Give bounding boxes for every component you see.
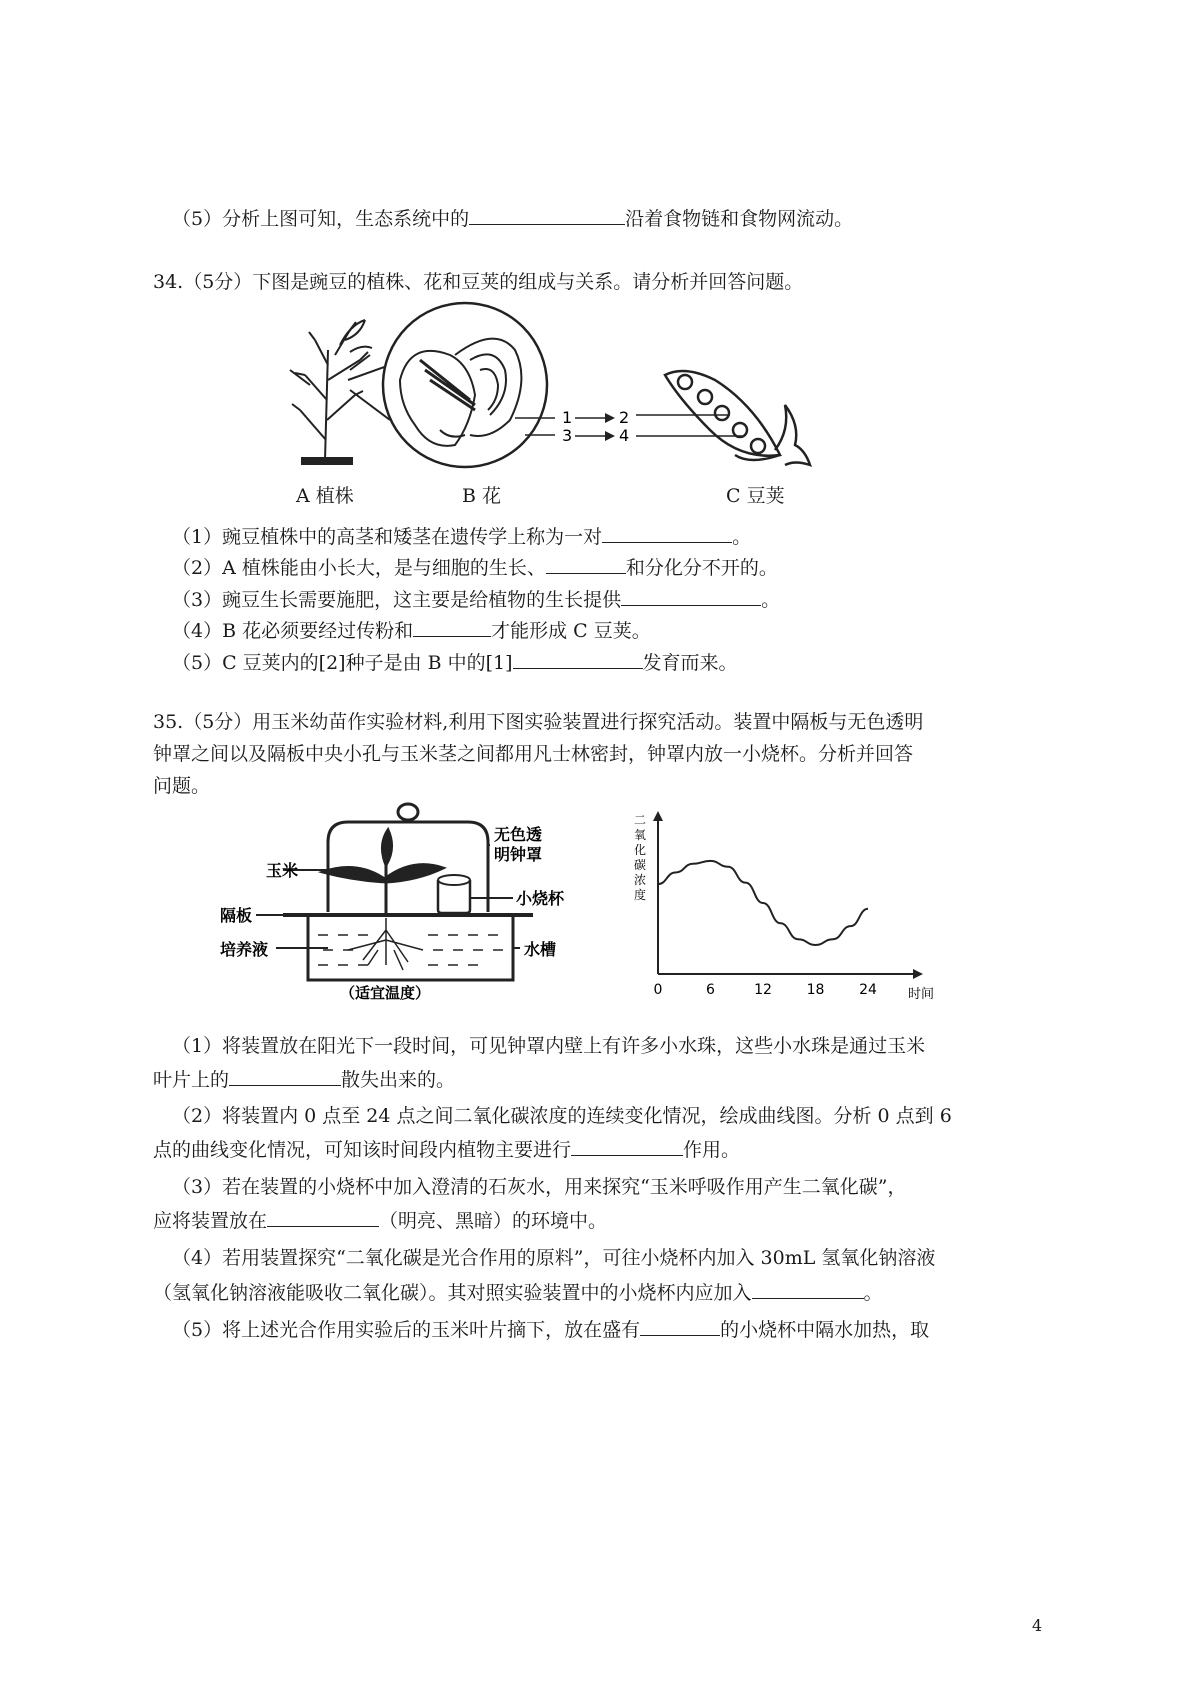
q35-item-2-line-2 bbox=[153, 1137, 740, 1162]
x-tick-label: 12 bbox=[754, 982, 772, 998]
q34-1-text-b: 。 bbox=[732, 526, 752, 548]
q34-item-1 bbox=[172, 524, 751, 549]
q35-item-4-line-2 bbox=[153, 1280, 883, 1305]
apparatus-figure bbox=[220, 800, 588, 1005]
label-nutrient: 培养液 bbox=[220, 940, 269, 959]
y-axis-arrow bbox=[653, 811, 663, 821]
q34-item-5 bbox=[172, 650, 738, 675]
pea-pod-icon bbox=[665, 371, 810, 465]
water-tank bbox=[308, 915, 513, 980]
answer-blank[interactable] bbox=[267, 1208, 379, 1227]
q33-item-5 bbox=[172, 206, 853, 231]
q35-2-text-b: 作用。 bbox=[683, 1139, 741, 1161]
q34-4-text-a: （4）B 花必须要经过传粉和 bbox=[172, 620, 414, 642]
caption-a: A 植株 bbox=[296, 485, 354, 507]
answer-blank[interactable] bbox=[513, 650, 643, 669]
y-axis-label-char: 浓 bbox=[633, 873, 647, 887]
q35-item-1-line-1: （1）将装置放在阳光下一段时间，可见钟罩内壁上有许多小水珠，这些小水珠是通过玉米 bbox=[172, 1035, 926, 1057]
answer-blank[interactable] bbox=[621, 587, 761, 606]
q34-header: 34.（5分）下图是豌豆的植株、花和豆荚的组成与关系。请分析并回答问题。 bbox=[153, 271, 804, 293]
caption-c: C 豆荚 bbox=[726, 485, 785, 507]
x-tick-label: 6 bbox=[706, 982, 715, 998]
label-beaker: 小烧杯 bbox=[516, 889, 565, 908]
q35-1-text-b: 散失出来的。 bbox=[341, 1069, 456, 1091]
q35-2-text-a: 点的曲线变化情况，可知该时间段内植物主要进行 bbox=[153, 1139, 572, 1161]
q35-header-line-2: 钟罩之间以及隔板中央小孔与玉米茎之间都用凡士林密封，钟罩内放一小烧杯。分析并回答 bbox=[153, 743, 914, 765]
q34-3-text-a: （3）豌豆生长需要施肥，这主要是给植物的生长提供 bbox=[172, 589, 622, 611]
q34-item-2 bbox=[172, 555, 778, 580]
label-4: 4 bbox=[619, 426, 630, 445]
q34-5-text-a: （5）C 豆荚内的[2]种子是由 B 中的[1] bbox=[172, 652, 513, 674]
q35-header-line-3: 问题。 bbox=[153, 775, 211, 797]
y-axis-label-char: 度 bbox=[633, 888, 647, 902]
q34-2-text-a: （2）A 植株能由小长大，是与细胞的生长、 bbox=[172, 557, 546, 579]
q35-item-2-line-1: （2）将装置内 0 点至 24 点之间二氧化碳浓度的连续变化情况，绘成曲线图。分析 0 点到 6 bbox=[172, 1105, 952, 1127]
co2-curve bbox=[658, 861, 868, 945]
q34-item-3 bbox=[172, 587, 780, 612]
y-axis-label-char: 二 bbox=[633, 813, 647, 827]
answer-blank[interactable] bbox=[602, 524, 732, 543]
q35-header-line-1: 35.（5分）用玉米幼苗作实验材料,利用下图实验装置进行探究活动。装置中隔板与无色透明 bbox=[153, 711, 924, 733]
x-tick-label: 24 bbox=[859, 982, 877, 998]
corn-leaf-right bbox=[386, 865, 443, 882]
q35-1-text-a: 叶片上的 bbox=[153, 1069, 230, 1091]
corn-leaf-left bbox=[323, 868, 386, 883]
answer-blank[interactable] bbox=[640, 1317, 720, 1336]
q34-1-text-a: （1）豌豆植株中的高茎和矮茎在遗传学上称为一对 bbox=[172, 526, 603, 548]
x-tick-label: 18 bbox=[806, 982, 825, 998]
label-1: 1 bbox=[562, 408, 573, 427]
x-tick-label: 0 bbox=[653, 982, 663, 998]
q34-2-text-b: 和分化分不开的。 bbox=[625, 557, 778, 579]
q35-item-3-line-1: （3）若在装置的小烧杯中加入澄清的石灰水，用来探究“玉米呼吸作用产生二氧化碳”， bbox=[172, 1176, 907, 1198]
q35-4-text-b: 。 bbox=[863, 1282, 883, 1304]
q33-5-text-a: （5）分析上图可知，生态系统中的 bbox=[172, 208, 470, 230]
answer-blank[interactable] bbox=[469, 206, 625, 225]
y-axis-label-char: 氧 bbox=[633, 828, 647, 842]
label-partition: 隔板 bbox=[220, 906, 253, 925]
q35-item-3-line-2 bbox=[153, 1208, 607, 1233]
flower-circle bbox=[383, 303, 547, 467]
caption-b: B 花 bbox=[462, 485, 502, 507]
q35-3-text-b: （明亮、黑暗）的环境中。 bbox=[379, 1210, 608, 1232]
q35-item-1-line-2 bbox=[153, 1067, 455, 1092]
q33-5-text-b: 沿着食物链和食物网流动。 bbox=[625, 208, 854, 230]
q35-item-4-line-1: （4）若用装置探究“二氧化碳是光合作用的原料”，可往小烧杯内加入 30mL 氢氧化钠溶液 bbox=[172, 1247, 936, 1269]
label-3: 3 bbox=[562, 426, 573, 445]
pea-figure bbox=[280, 300, 820, 510]
q35-5-text-b: 的小烧杯中隔水加热，取 bbox=[720, 1319, 930, 1341]
q34-4-text-b: 才能形成 C 豆荚。 bbox=[491, 620, 651, 642]
answer-blank[interactable] bbox=[546, 555, 626, 574]
label-corn: 玉米 bbox=[266, 861, 299, 880]
answer-blank[interactable] bbox=[413, 618, 491, 637]
q34-3-text-b: 。 bbox=[761, 589, 781, 611]
label-2: 2 bbox=[619, 408, 630, 427]
y-axis-label-char: 碳 bbox=[633, 858, 647, 872]
label-tank: 水槽 bbox=[524, 940, 557, 959]
page-number: 4 bbox=[1032, 1616, 1043, 1635]
q35-4-text-a: （氢氧化钠溶液能吸收二氧化碳）。其对照实验装置中的小烧杯内应加入 bbox=[153, 1282, 752, 1304]
q34-item-4 bbox=[172, 618, 651, 643]
q35-3-text-a: 应将装置放在 bbox=[153, 1210, 268, 1232]
q35-item-5 bbox=[172, 1317, 929, 1342]
x-axis-arrow bbox=[913, 969, 923, 979]
co2-chart bbox=[630, 806, 960, 1006]
answer-blank[interactable] bbox=[752, 1280, 864, 1299]
answer-blank[interactable] bbox=[571, 1137, 683, 1156]
q34-5-text-b: 发育而来。 bbox=[642, 652, 738, 674]
label-temp: （适宜温度） bbox=[340, 984, 431, 1002]
label-bell-2: 明钟罩 bbox=[494, 845, 543, 864]
label-bell-1: 无色透 bbox=[494, 825, 543, 844]
q35-5-text-a: （5）将上述光合作用实验后的玉米叶片摘下，放在盛有 bbox=[172, 1319, 641, 1341]
x-axis-label: 时间 bbox=[908, 987, 935, 1002]
answer-blank[interactable] bbox=[229, 1067, 341, 1086]
pea-plant-icon bbox=[290, 320, 390, 464]
y-axis-label-char: 化 bbox=[633, 843, 647, 857]
